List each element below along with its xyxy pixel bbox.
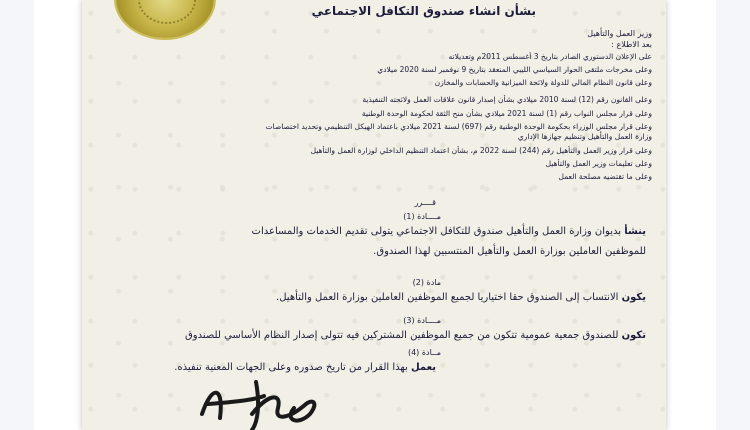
background-pattern-left: [0, 0, 34, 430]
article-line: بديوان وزارة العمل والتأهيل صندوق للتكافل الاجتماعي يتولى تقديم الخدمات والمساعدات: [251, 226, 622, 237]
article-4-text: [174, 362, 436, 373]
article-line: الانتساب إلى الصندوق حقا اختياريا لجميع الموظفين العاملين بوزارة العمل والتأهيل.: [276, 292, 619, 303]
document-page: [82, 0, 666, 430]
article-lead: يكون: [621, 292, 646, 303]
signature-icon: [194, 374, 324, 430]
article-lead: يعمل: [410, 362, 436, 373]
article-title: مــادة (4): [407, 348, 441, 357]
preamble-item: وعلى قرار مجلس النواب رقم (1) لسنة 2021 ميلادي بشأن منح الثقة لحكومة الوحدة الوطنية: [361, 109, 652, 118]
article-line: للصندوق جمعية عمومية تتكون من جميع الموظفين المشتركين فيه تتولى إصدار النظام الأساسي للصندوق: [185, 330, 619, 341]
preamble-item: وعلى تعليمات وزير العمل والتأهيل: [545, 159, 652, 168]
article-title: مادة (2): [412, 278, 441, 287]
article-lead: ينشأ: [624, 226, 646, 237]
article-3-text: [96, 330, 646, 341]
preamble-item: على الإعلان الدستوري الصادر بتاريخ 3 أغسطس 2011م وتعديلاته: [448, 52, 652, 61]
article-title: مــــادة (3): [403, 316, 441, 325]
preamble-item: وعلى قرار وزير العمل والتأهيل رقم (244) لسنة 2022 م، بشأن اعتماد التنظيم الداخلي لوزارة العمل والتأهيل: [310, 146, 652, 155]
article-2-text: [96, 292, 646, 303]
article-line: بهذا القرار من تاريخ صدوره وعلى الجهات المعنية تنفيذه.: [174, 362, 408, 373]
decision-subject: بشأن انشاء صندوق التكافل الاجتماعي: [311, 4, 536, 18]
sender-after-review: بعد الاطلاع :: [611, 40, 652, 49]
article-1-text: [96, 226, 646, 237]
preamble-item: وعلى القانون رقم (12) لسنة 2010 ميلادي بشأن إصدار قانون علاقات العمل ولائحته التنفيذية: [362, 95, 652, 104]
preamble-item: وعلى مخرجات ملتقى الحوار السياسي الليبي المنعقد بتاريخ 9 نوفمبر لسنة 2020 ميلادي: [377, 65, 652, 74]
article-title: مــــادة (1): [403, 212, 441, 221]
sender-block: [587, 28, 652, 50]
article-lead: تكون: [621, 330, 646, 341]
gold-seal-icon: [116, 0, 214, 38]
preamble-item: وعلى قانون النظام المالي للدولة ولائحة الميزانية والحسابات والمخازن: [434, 78, 652, 87]
sender-title: وزير العمل والتأهيل: [587, 29, 652, 38]
decision-heading: قــــرر: [414, 198, 436, 207]
article-line: للموظفين العاملين بوزارة العمل والتأهيل المنتسبين لهذا الصندوق.: [373, 246, 646, 257]
preamble-item: وعلى ما تقتضيه مصلحة العمل: [558, 172, 652, 181]
preamble-item: وعلى قرار مجلس الوزراء بحكومة الوحدة الوطنية رقم (697) لسنة 2021 ميلادي باعتماد الهيكل التنظيمي وتحديد اختصاصات وزارة العمل والتأهيل وتنظيم جهازها الإداري: [265, 122, 652, 141]
background-pattern-right: [716, 0, 750, 430]
